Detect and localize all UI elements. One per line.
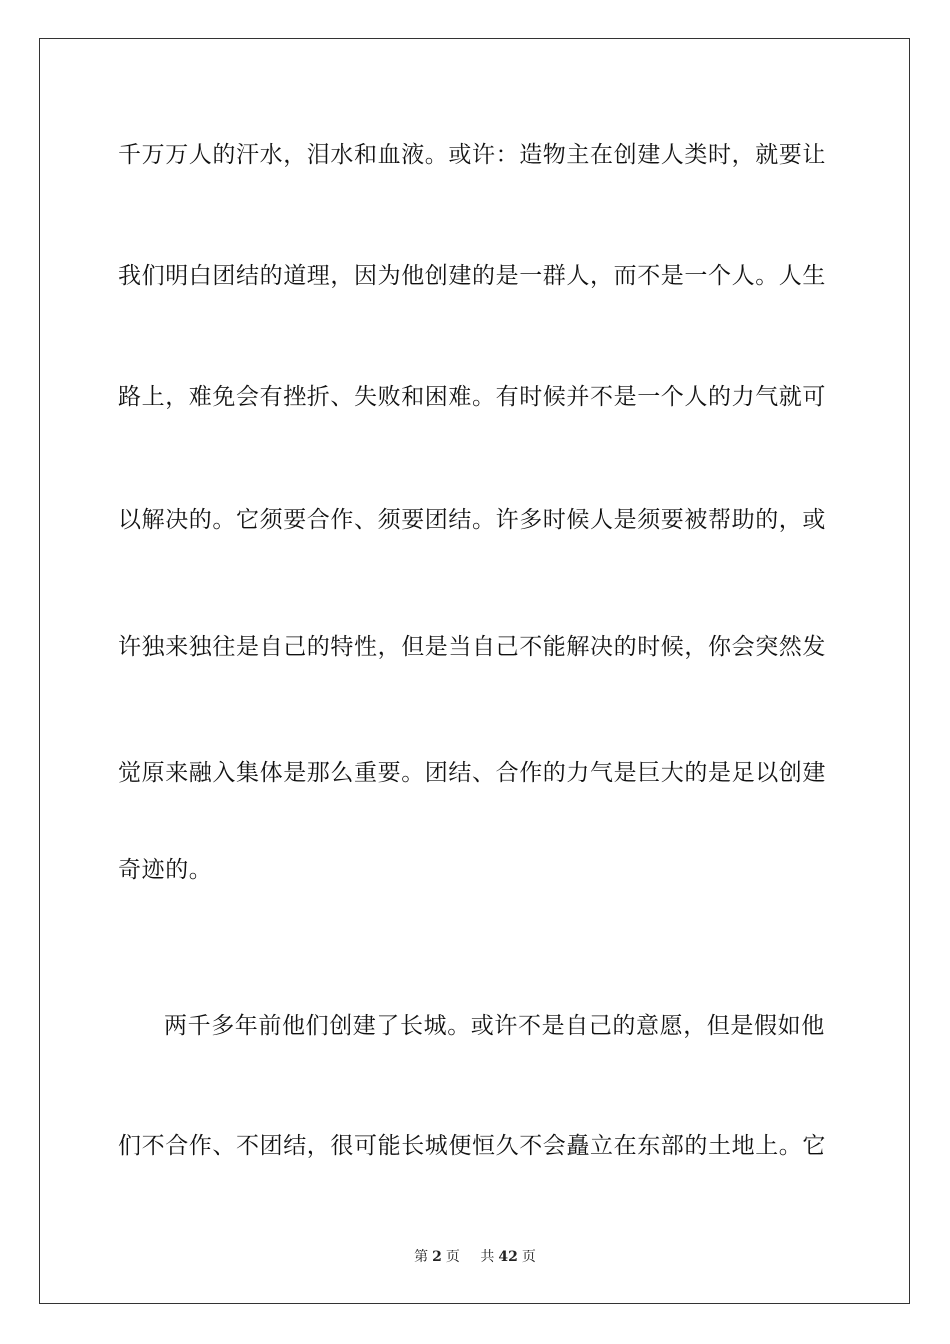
page-border	[39, 38, 910, 1304]
page-indicator	[410, 1249, 464, 1265]
total-suffix: 页	[521, 1249, 536, 1265]
page-prefix: 第	[414, 1249, 429, 1265]
page-number: 2	[432, 1249, 442, 1265]
text-line-8: 两千多年前他们创建了长城。或许不是自己的意愿，但是假如他	[164, 1013, 825, 1039]
text-line-2: 我们明白团结的道理，因为他创建的是一群人，而不是一个人。人生	[118, 263, 826, 289]
text-line-6: 觉原来融入集体是那么重要。团结、合作的力气是巨大的是足以创建	[118, 760, 826, 786]
text-line-3: 路上，难免会有挫折、失败和困难。有时候并不是一个人的力气就可	[118, 384, 826, 410]
text-line-7: 奇迹的。	[118, 857, 213, 883]
total-pages: 42	[498, 1249, 518, 1265]
text-line-9: 们不合作、不团结，很可能长城便恒久不会矗立在东部的土地上。它	[118, 1133, 826, 1159]
page-suffix: 页	[445, 1249, 460, 1265]
text-line-1: 千万万人的汗水，泪水和血液。或许：造物主在创建人类时，就要让	[118, 142, 826, 168]
text-line-5: 许独来独往是自己的特性，但是当自己不能解决的时候，你会突然发	[118, 634, 826, 660]
total-prefix: 共	[480, 1249, 495, 1265]
text-line-4: 以解决的。它须要合作、须要团结。许多时候人是须要被帮助的，或	[118, 507, 826, 533]
page-footer	[0, 1246, 950, 1266]
total-indicator	[476, 1249, 539, 1265]
